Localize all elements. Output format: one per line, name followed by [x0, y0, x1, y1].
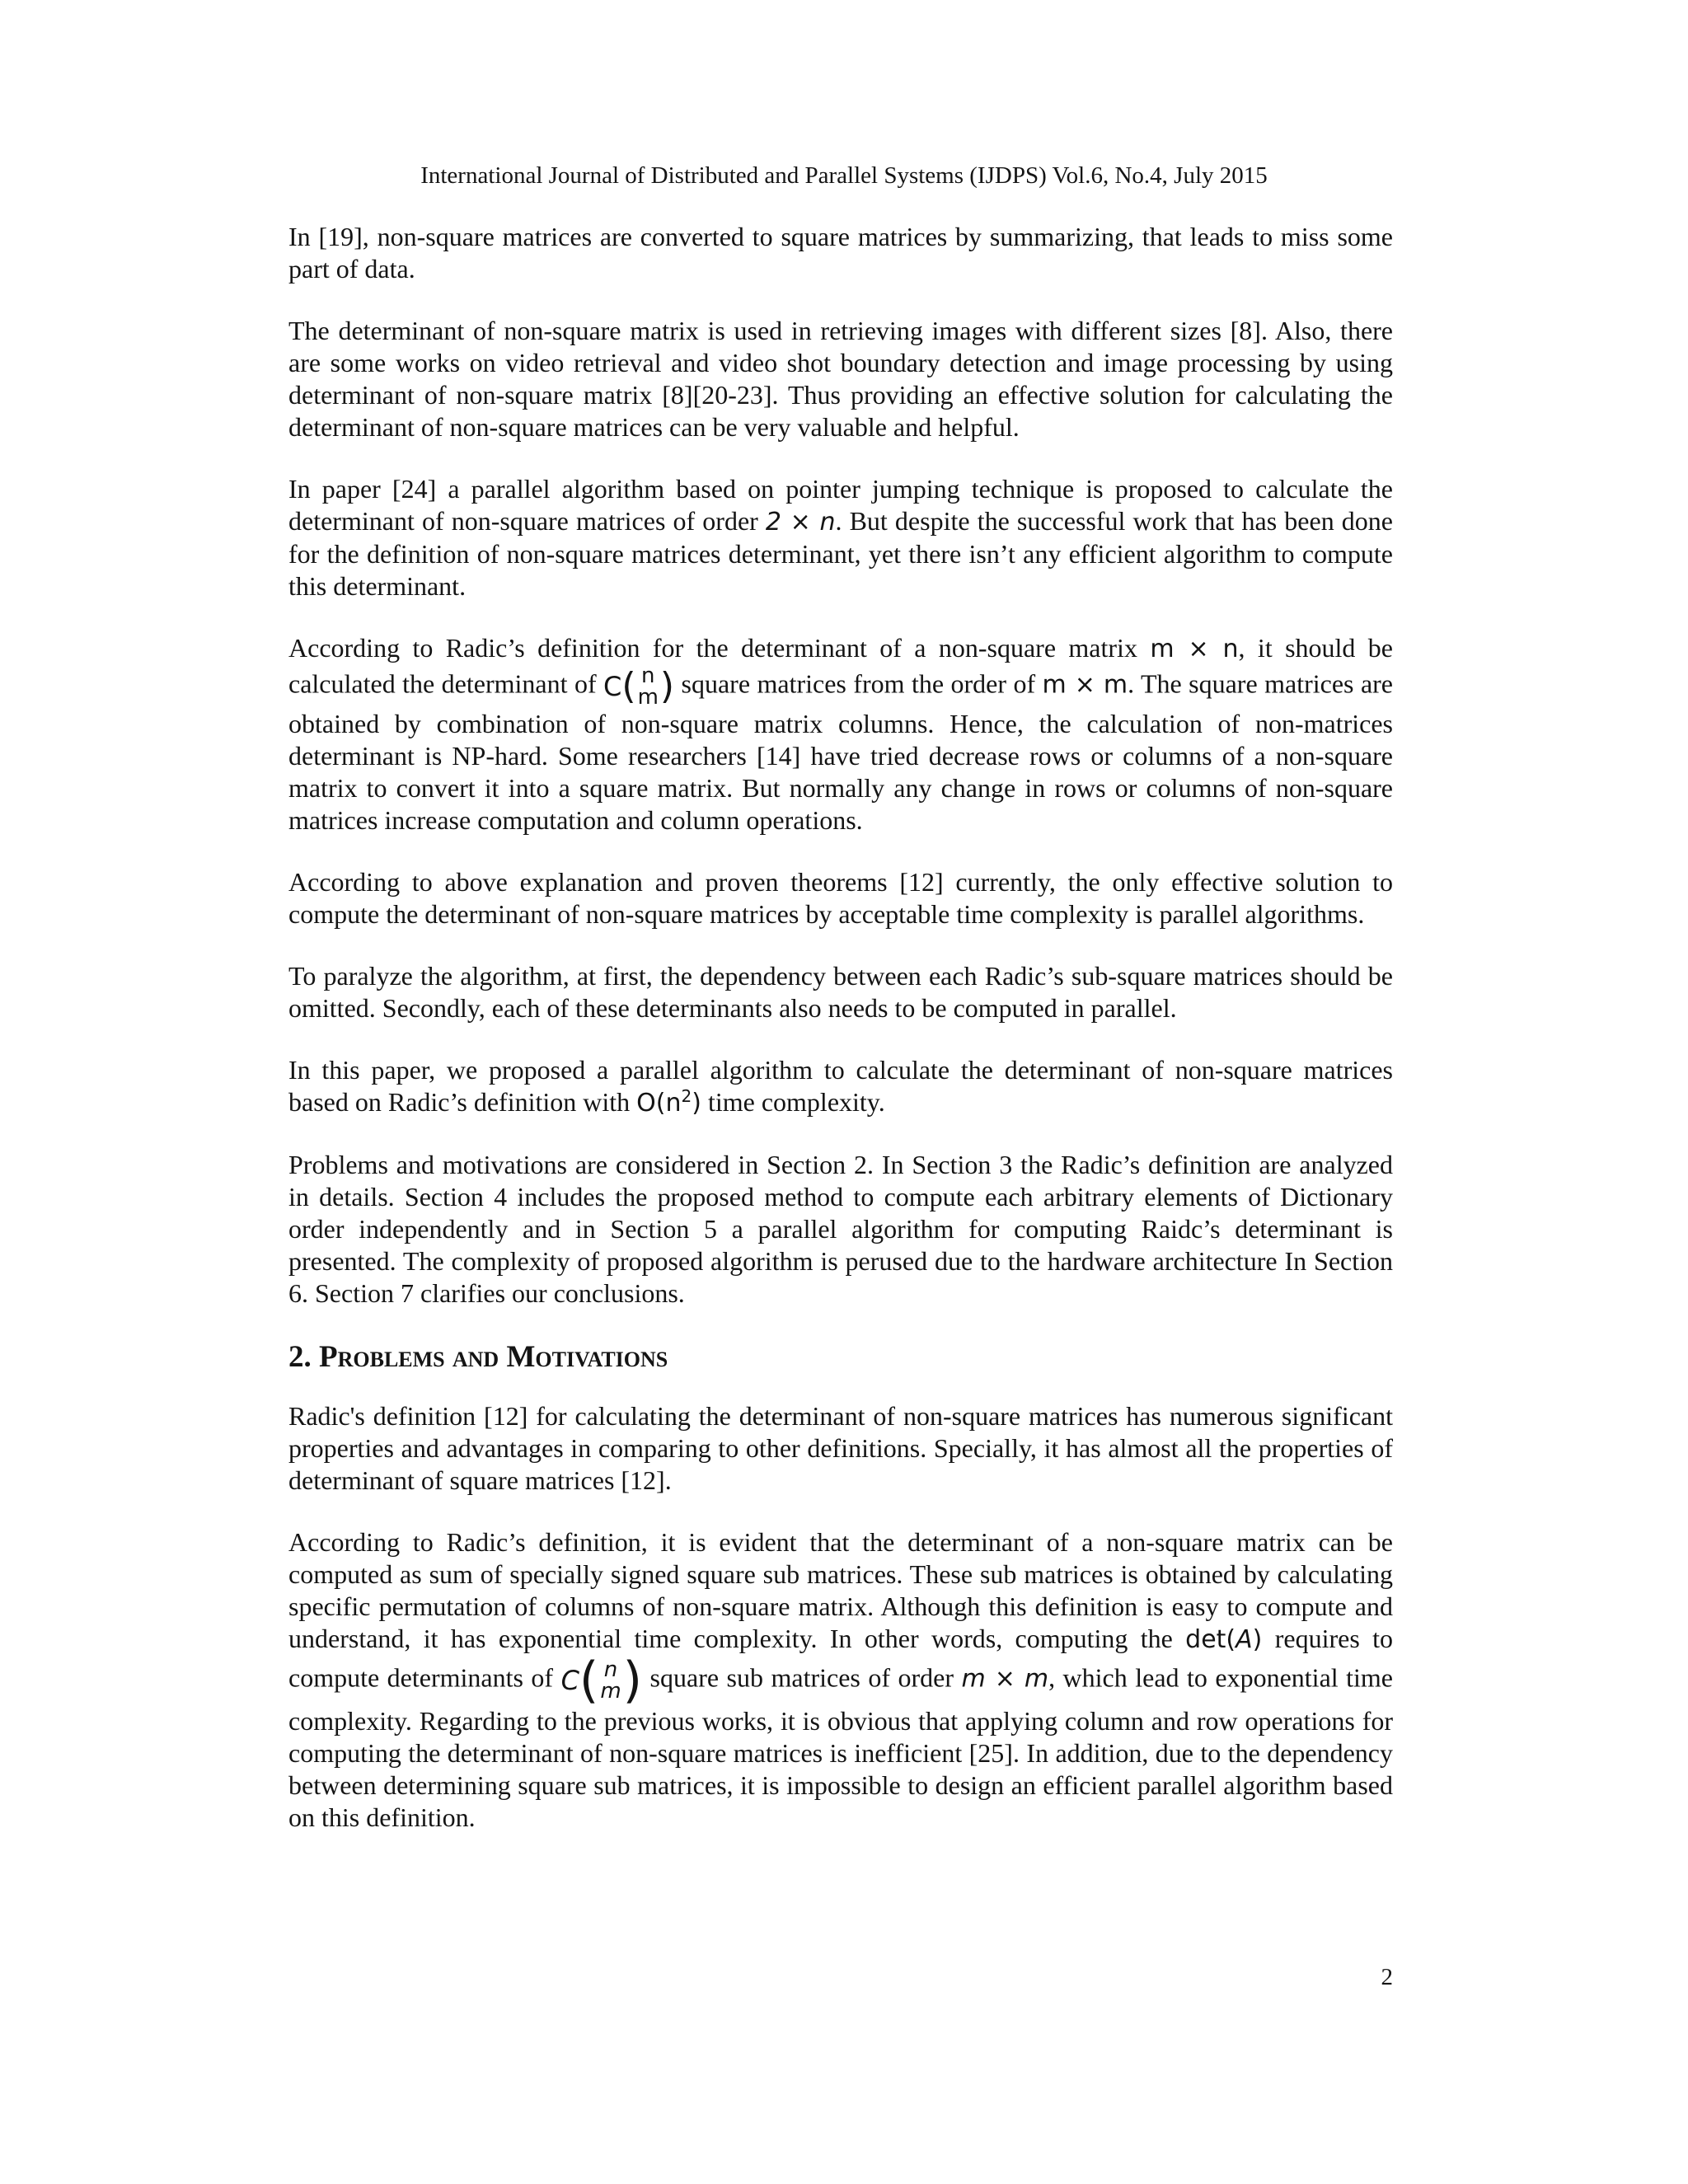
binomial-c: C — [560, 1664, 579, 1696]
text-run: According to Radic’s definition, it is evident that the determinant of a non-square matrix can be computed as sum of specially signed square sub matrices. These sub matrices is obtained by calculating specific permutation of columns of non-square matrix. Although this definition is easy to compute and understand, it has exponential time complexity. In other words, computing the — [288, 1527, 1393, 1653]
text-run: square sub matrices of order — [642, 1662, 962, 1693]
math-m-by-n: m × n — [1150, 635, 1239, 663]
binomial-top: n — [603, 1657, 618, 1682]
section2-paragraph-1: Radic's definition [12] for calculating the determinant of non-square matrices has numerous significant properties and advantages in comparing to other definitions. Specially, it has almost all the properties of determinant of square matrices [12]. — [288, 1401, 1393, 1495]
text-run: square matrices from the order of — [674, 668, 1043, 699]
text-run: requires to compute determinants of — [288, 1624, 1394, 1693]
section2-paragraph-2 — [288, 1526, 1393, 1834]
paragraph-1: In [19], non-square matrices are converted to square matrices by summarizing, that leads to miss some part of data. — [288, 222, 1393, 284]
text-run: According to Radic’s definition for the determinant of a non-square matrix — [288, 633, 1151, 663]
paragraph-8: Problems and motivations are considered in Section 2. In Section 3 the Radic’s definition are analyzed in details. Section 4 includes the proposed method to compute each arbitrary elements of Dictionary order independently and in Section 5 a parallel algorithm for computing Raidc’s determinant is presented. The complexity of proposed algorithm is perused due to the hardware architecture In Section 6. Section 7 clarifies our conclusions. — [288, 1150, 1393, 1308]
running-header: International Journal of Distributed and Parallel Systems (IJDPS) Vol.6, No.4, July 2015 — [420, 162, 1268, 189]
paragraph-7 — [288, 1054, 1393, 1119]
binomial-bottom: m — [637, 685, 659, 710]
text-run: , it should be calculated the determinant of — [288, 633, 1394, 699]
math-2-by-n: 2 × n — [765, 508, 836, 537]
close-paren: ) — [692, 1089, 701, 1118]
binomial-c-n-m — [560, 1652, 643, 1709]
det-open: det( — [1185, 1625, 1236, 1654]
page-number: 2 — [1381, 1964, 1393, 1990]
text-run: In this paper, we proposed a parallel algorithm to calculate the determinant of non-square matrices based on Radic’s definition with — [288, 1055, 1393, 1117]
math-det-a — [1185, 1625, 1262, 1654]
right-paren: ) — [622, 1652, 643, 1709]
paragraph-5: According to above explanation and proven theorems [12] currently, the only effective solution to compute the determinant of non-square matrices by acceptable time complexity is parallel algorithms. — [288, 867, 1393, 929]
body-text — [288, 221, 1393, 1863]
big-o: O(n — [636, 1089, 682, 1118]
text-run: . But despite the successful work that has been done for the definition of non-square matrices determinant, yet there isn’t any efficient algorithm to compute this determinant. — [288, 506, 1394, 601]
math-m-by-m: m × m — [961, 1664, 1049, 1694]
binomial-top: n — [640, 663, 655, 688]
math-m-by-m: m × m — [1042, 670, 1128, 700]
left-paren: ( — [621, 665, 636, 707]
binomial-bottom: m — [600, 1679, 621, 1704]
paragraph-3 — [288, 473, 1393, 602]
exponent: 2 — [681, 1086, 692, 1106]
text-run: . The square matrices are obtained by combination of non-square matrix columns. Hence, the calculation of non-matrices determinant is NP-hard. Some researchers [14] have tried decrease rows or columns of a non-square matrix to convert it into a square matrix. But normally any change in rows or columns of non-square matrices increase computation and column operations. — [288, 668, 1394, 835]
paragraph-6: To paralyze the algorithm, at first, the dependency between each Radic’s sub-square matrices should be omitted. Secondly, each of these determinants also needs to be computed in parallel. — [288, 961, 1393, 1023]
matrix-a: A — [1236, 1625, 1253, 1654]
math-big-o — [636, 1086, 701, 1118]
det-close: ) — [1252, 1625, 1263, 1654]
text-run: In paper [24] a parallel algorithm based on pointer jumping technique is proposed to calculate the determinant of non-square matrices of order — [288, 474, 1393, 536]
binomial-stack — [638, 665, 659, 708]
right-paren: ) — [659, 665, 675, 707]
left-paren: ( — [579, 1652, 599, 1709]
section-heading: 2. Problems and Motivations — [288, 1340, 668, 1374]
binomial-c: C — [603, 670, 622, 702]
text-run: , which lead to exponential time complexity. Regarding to the previous works, it is obvious that applying column and row operations for computing the determinant of non-square matrices is inefficient [25]. In addition, due to the dependency between determining square sub matrices, it is impossible to design an efficient parallel algorithm based on this definition. — [288, 1662, 1394, 1832]
binomial-stack — [600, 1659, 621, 1702]
paragraph-2: The determinant of non-square matrix is used in retrieving images with different sizes [8]. Also, there are some works on video retrieval and video shot boundary detection and image processing by using determinant of non-square matrix [8][20-23]. Thus providing an effective solution for calculating the determinant of non-square matrices can be very valuable and helpful. — [288, 316, 1393, 442]
paragraph-4 — [288, 632, 1393, 837]
text-run: time complexity. — [701, 1087, 885, 1117]
binomial-c-n-m — [603, 665, 674, 708]
